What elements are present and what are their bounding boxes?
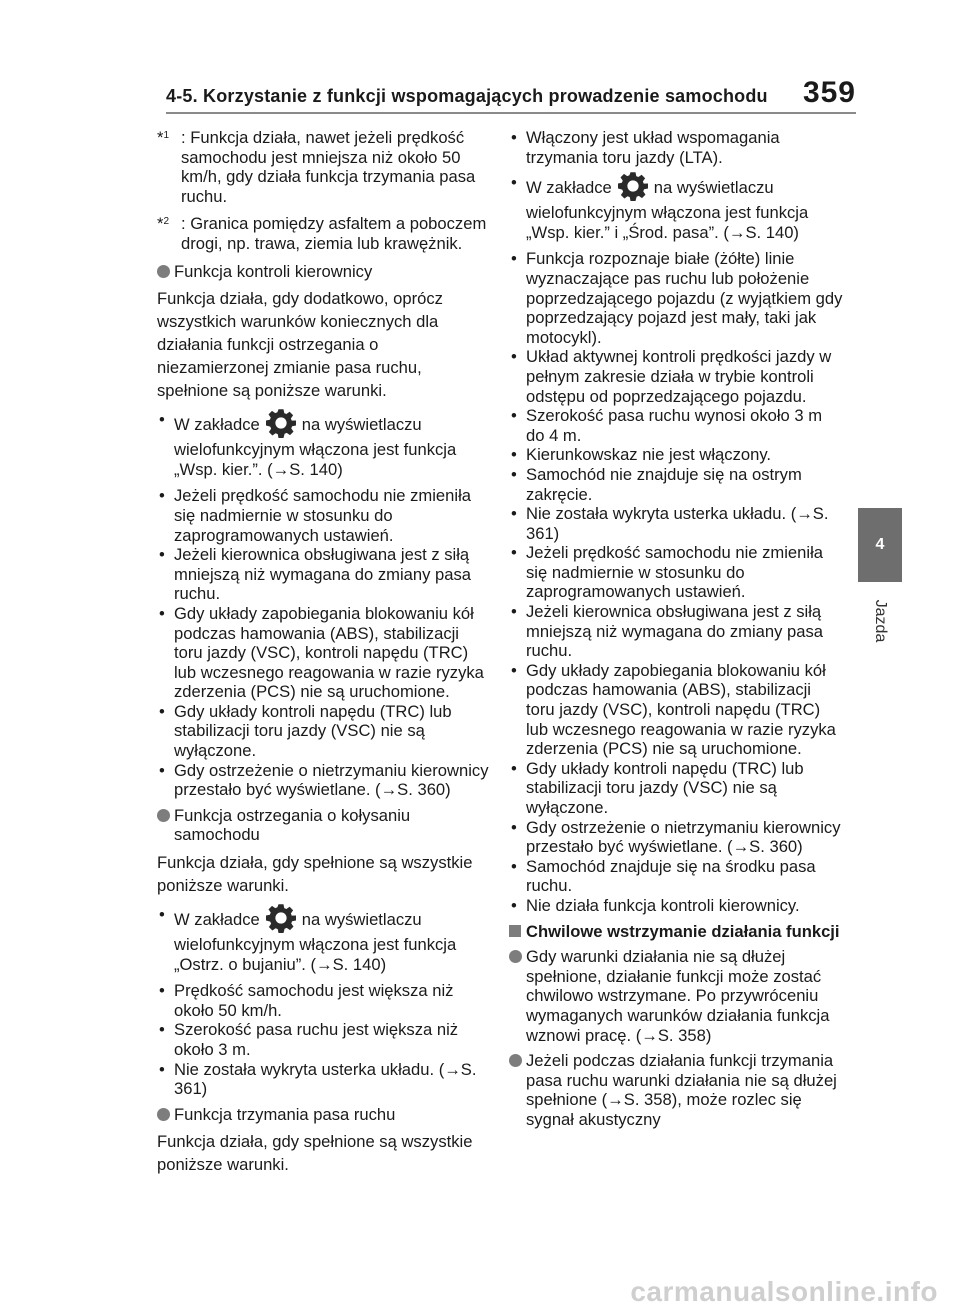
footnote-mark: *$^1$ (157, 128, 170, 147)
bullet-circle-icon (157, 1108, 170, 1121)
bullet-circle-icon (157, 265, 170, 278)
list-item: • Włączony jest układ wspomagania trzymania toru jazdy (LTA). (511, 128, 780, 167)
heading-lane-keeping: Funkcja trzymania pasa ruchu (157, 1105, 491, 1125)
bullet-paragraph: Gdy warunki działania nie są dłużej spełnione, działanie funkcji może zostać chwilowo wstrzymane. Po przywróceniu wymaganych warunków działania funkcja wznowi pracę. (→S. 358) (509, 947, 843, 1045)
paragraph: Funkcja działa, gdy spełnione są wszystkie poniższe warunki. (157, 1132, 473, 1175)
bullet-circle-icon (509, 950, 522, 963)
list-item: • W zakładce na wyświetlaczu wielofunkcyjnym włączona jest funkcja „Wsp. kier.” i „Środ. pasa”. (→S. 140) (509, 173, 843, 242)
bullet-circle-icon (509, 1054, 522, 1067)
chapter-label (858, 594, 902, 648)
chapter-tab (858, 508, 902, 582)
list-item: • Nie została wykryta usterka układu. (→S. 361) (159, 1059, 477, 1099)
right-column (509, 128, 843, 1136)
list-item: • Jeżeli prędkość samochodu nie zmieniła się nadmiernie w stosunku do zaprogramowanych ustawień. (159, 486, 471, 545)
list-item: • Nie została wykryta usterka układu. (→S. 361) (511, 504, 829, 543)
list-item: • Funkcja rozpoznaje białe (żółte) linie wyznaczające pas ruchu lub położenie poprzedzającego pojazdu (z wyjątkiem gdy poprzedzający pojazd jest mały, taki jak motocykl). (511, 249, 843, 347)
list-item: • Szerokość pasa ruchu wynosi około 3 m do 4 m. (511, 406, 823, 445)
page-header (166, 76, 856, 110)
footnote-mark: *$^2$ (157, 214, 170, 234)
list-item: • Gdy układy kontroli napędu (TRC) lub stabilizacji toru jazdy (VSC) nie są wyłączone. (159, 701, 452, 761)
footnote-2 (157, 214, 491, 253)
left-column (157, 128, 491, 1184)
heading-temporary-suspension: Chwilowe wstrzymanie działania funkcji (509, 922, 843, 942)
gear-icon (618, 171, 648, 201)
square-marker-icon (509, 925, 521, 937)
list-item: • Gdy ostrzeżenie o nietrzymaniu kierownicy przestało być wyświetlane. (→S. 360) (159, 760, 489, 800)
list-item: • W zakładce na wyświetlaczu wielofunkcyjnym włączona jest funkcja „Wsp. kier.”. (→S. 140) (157, 410, 491, 479)
paragraph: Funkcja działa, gdy dodatkowo, oprócz wszystkich warunków koniecznych dla działania funkcji ostrzegania o niezamierzonej zmianie pasa ruchu, spełnione są poniższe warunki. (157, 289, 443, 401)
list-item: • Kierunkowskaz nie jest włączony. (511, 445, 772, 465)
heading-steering-control: Funkcja kontroli kierownicy (157, 262, 491, 282)
list-item: • Samochód znajduje się na środku pasa ruchu. (511, 856, 816, 896)
bullet: • (159, 410, 165, 430)
bullet-paragraph: Jeżeli podczas działania funkcji trzymania pasa ruchu warunki działania nie są dłużej spełnione (→S. 358), może rozlec się sygnał akustyczny (509, 1051, 843, 1129)
list-item: • Samochód nie znajduje się na ostrym zakręcie. (511, 464, 802, 504)
list-item: • Układ aktywnej kontroli prędkości jazdy w pełnym zakresie działa w trybie kontroli odstępu od poprzedzającego pojazdu. (511, 347, 832, 406)
list-item: • Gdy ostrzeżenie o nietrzymaniu kierownicy przestało być wyświetlane. (→S. 360) (511, 817, 841, 857)
section-title: 4-5. Korzystanie z funkcji wspomagających prowadzenie samochodu (166, 86, 768, 106)
footnote-1 (157, 128, 491, 206)
paragraph: Funkcja działa, gdy spełnione są wszystkie poniższe warunki. (157, 853, 473, 896)
footnote-text: : Funkcja działa, nawet jeżeli prędkość samochodu jest mniejsza niż około 50 km/h, gdy działa funkcja trzymania pasa ruchu. (181, 128, 476, 206)
bullet-circle-icon (157, 809, 170, 822)
gear-icon (266, 408, 296, 438)
gear-icon (266, 903, 296, 933)
list-item: • Gdy układy zapobiegania blokowaniu kół podczas hamowania (ABS), stabilizacji toru jazdy (VSC), kontroli napędu (TRC) lub wczesnego reagowania w razie ryzyka zderzenia (PCS) nie są uruchomione. (159, 603, 484, 702)
list-item: • Prędkość samochodu jest większa niż około 50 km/h. (159, 981, 454, 1020)
heading-sway-warning: Funkcja ostrzegania o kołysaniu samochodu (157, 806, 491, 845)
list-item: • Jeżeli kierownica obsługiwana jest z siłą mniejszą niż wymagana do zmiany pasa ruchu. (511, 602, 823, 661)
header-divider (166, 112, 856, 114)
list-item: • Nie działa funkcja kontroli kierownicy. (511, 895, 800, 915)
list-item: • Szerokość pasa ruchu jest większa niż około 3 m. (159, 1020, 459, 1059)
list-item: • Jeżeli kierownica obsługiwana jest z siłą mniejszą niż wymagana do zmiany pasa ruchu. (159, 545, 471, 604)
list-item: • Gdy układy zapobiegania blokowaniu kół podczas hamowania (ABS), stabilizacji toru jazdy (VSC), kontroli napędu (TRC) lub wczesnego reagowania w razie ryzyka zderzenia (PCS) nie są uruchomione. (511, 660, 836, 759)
list-item: • Gdy układy kontroli napędu (TRC) lub stabilizacji toru jazdy (VSC) nie są wyłączone. (511, 758, 804, 817)
list-item: • Jeżeli prędkość samochodu nie zmieniła się nadmiernie w stosunku do zaprogramowanych ustawień. (511, 543, 823, 602)
page-number: 359 (802, 76, 856, 109)
footnote-text: : Granica pomiędzy asfaltem a poboczem drogi, np. trawa, ziemia lub krawężnik. (181, 214, 487, 253)
chapter-number: 4 (875, 536, 885, 553)
list-item: • W zakładce na wyświetlaczu wielofunkcyjnym włączona jest funkcja „Ostrz. o bujaniu”. (→S. 140) (157, 905, 491, 974)
watermark: carmanualsonline.info (630, 1276, 938, 1307)
chapter-label-text: Jazda (872, 599, 889, 643)
